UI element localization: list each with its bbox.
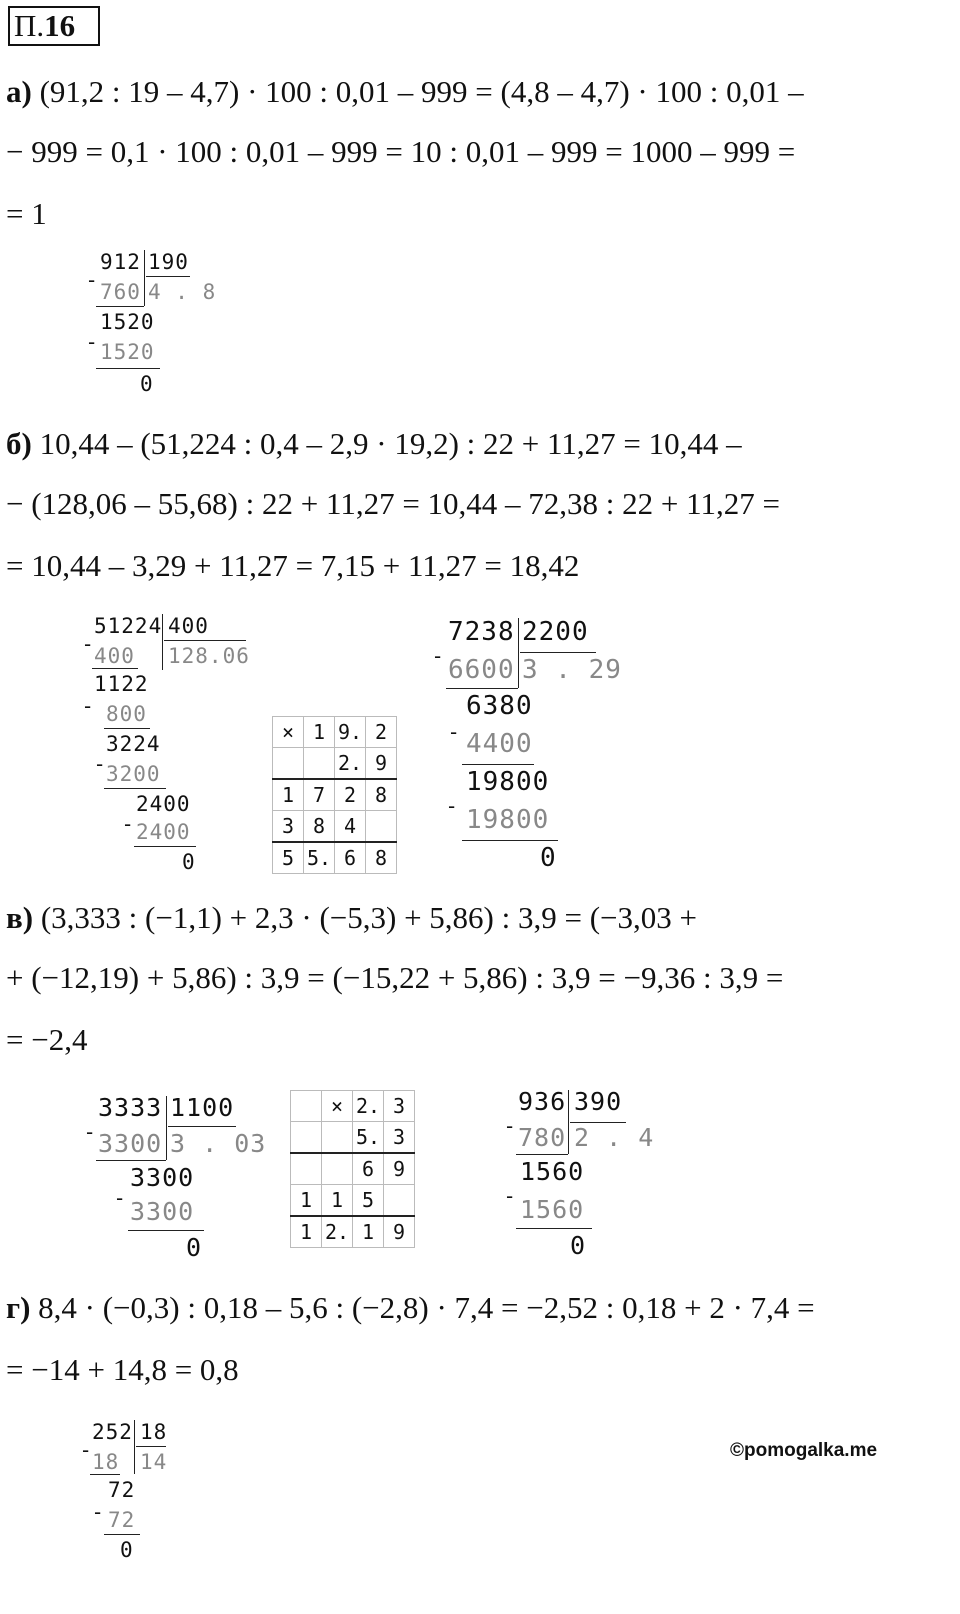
- problem-number: П.16: [8, 6, 100, 46]
- multiplication-b: × 1 9. 2 2. 9 1 7 2 8 3 8 4 5 5. 6 8: [272, 716, 397, 874]
- multiplication-v: × 2. 3 5. 3 6 9 1 1 5 1 2. 1 9: [290, 1090, 415, 1248]
- part-b-line1: б) 10,44 – (51,224 : 0,4 – 2,9 · 19,2) : 22 + 11,27 = 10,44 –: [6, 426, 742, 461]
- part-v-line3: = −2,4: [6, 1022, 88, 1057]
- part-v-line1: в) (3,333 : (−1,1) + 2,3 · (−5,3) + 5,86) : 3,9 = (−3,03 +: [6, 900, 698, 935]
- part-a-line1: а) (91,2 : 19 – 4,7) · 100 : 0,01 – 999 = (4,8 – 4,7) · 100 : 0,01 –: [6, 74, 804, 109]
- part-a-line3: = 1: [6, 196, 47, 231]
- part-b-line2: − (128,06 – 55,68) : 22 + 11,27 = 10,44 – 72,38 : 22 + 11,27 =: [6, 486, 780, 521]
- part-g-line1: г) 8,4 · (−0,3) : 0,18 – 5,6 : (−2,8) · 7,4 = −2,52 : 0,18 + 2 · 7,4 =: [6, 1290, 815, 1325]
- part-a-line2: − 999 = 0,1 · 100 : 0,01 – 999 = 10 : 0,01 – 999 = 1000 – 999 =: [6, 134, 796, 169]
- part-v-line2: + (−12,19) + 5,86) : 3,9 = (−15,22 + 5,86) : 3,9 = −9,36 : 3,9 =: [6, 960, 784, 995]
- copyright-text: ©pomogalka.me: [730, 1440, 878, 1461]
- part-g-line2: = −14 + 14,8 = 0,8: [6, 1352, 239, 1387]
- part-b-line3: = 10,44 – 3,29 + 11,27 = 7,15 + 11,27 = 18,42: [6, 548, 580, 583]
